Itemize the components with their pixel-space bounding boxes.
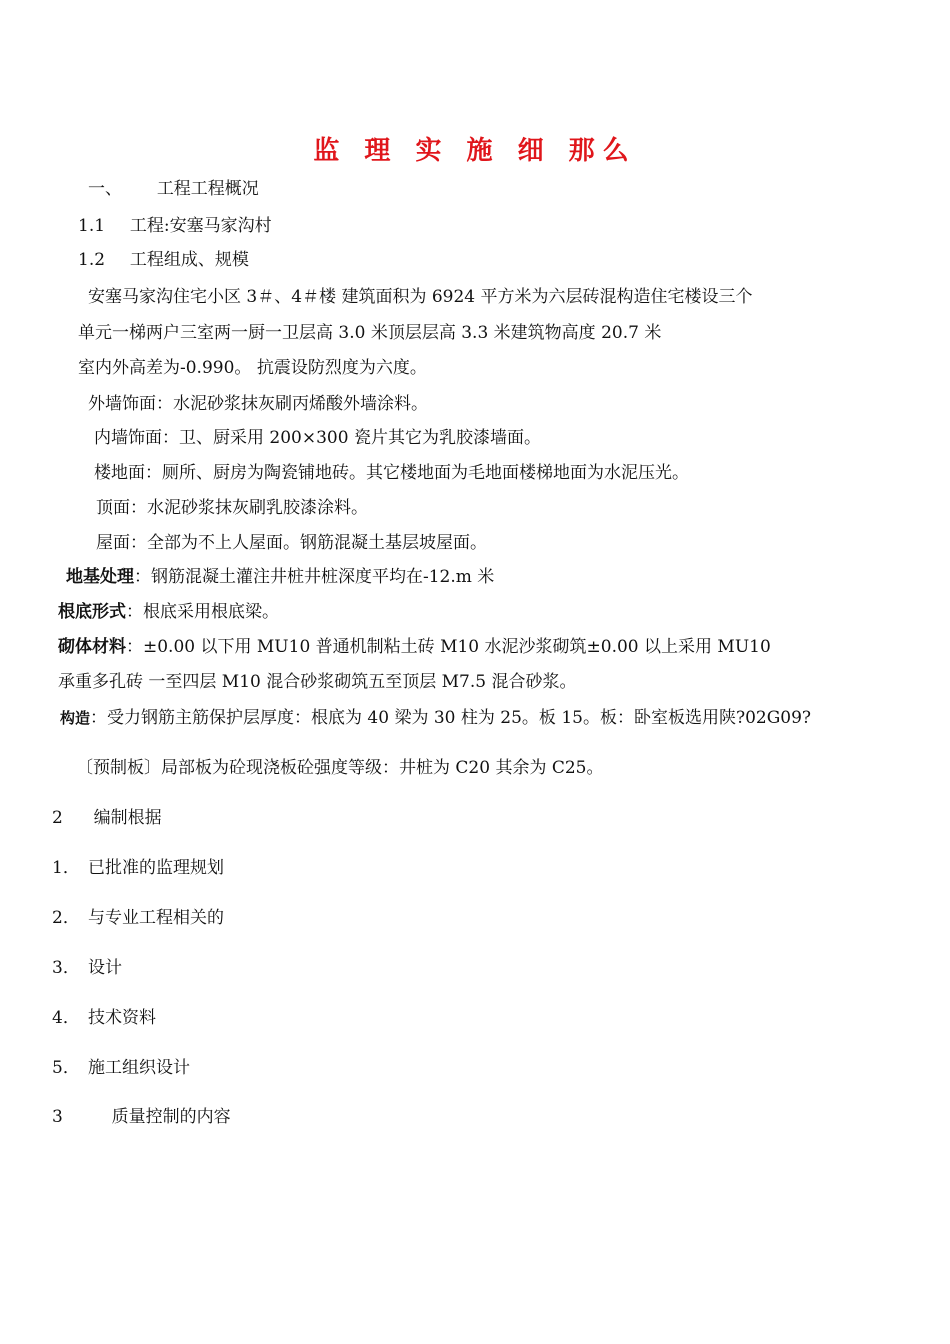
section-1-number: 一、 xyxy=(88,179,122,199)
paragraph-roof: 屋面：全部为不上人屋面。钢筋混凝土基层坡屋面。 xyxy=(96,533,487,553)
list-item xyxy=(52,1057,190,1079)
list-item-number: 4． xyxy=(52,1008,80,1028)
paragraph-foundation-treatment xyxy=(66,566,494,588)
list-item-text: 设计 xyxy=(88,958,122,978)
list-item-text: 已批准的监理规划 xyxy=(88,858,224,878)
subsection-1-2 xyxy=(78,249,249,271)
list-item-text: 与专业工程相关的 xyxy=(88,908,224,928)
section-1-label: 工程工程概况 xyxy=(156,179,259,199)
paragraph-floor: 楼地面：厕所、厨房为陶瓷铺地砖。其它楼地面为毛地面楼梯地面为水泥压光。 xyxy=(94,463,689,483)
paragraph-interior-wall: 内墙饰面：卫、厨采用 200×300 瓷片其它为乳胶漆墙面。 xyxy=(94,428,541,448)
foundation-treatment-label: 地基处理 xyxy=(66,567,134,587)
structure-text: ：受力钢筋主筋保护层厚度：根底为 40 梁为 30 柱为 25。板 15。板：卧室板选用陕?02G09? xyxy=(90,708,812,728)
list-item xyxy=(52,1007,156,1029)
paragraph-ceiling: 顶面：水泥砂浆抹灰刷乳胶漆涂料。 xyxy=(96,498,368,518)
foundation-form-label: 根底形式 xyxy=(58,602,126,622)
paragraph-scale-1: 安塞马家沟住宅小区 3＃、4＃楼 建筑面积为 6924 平方米为六层砖混构造住宅楼设三个 xyxy=(88,287,753,307)
paragraph-masonry xyxy=(58,636,771,658)
list-item-number: 1． xyxy=(52,858,80,878)
paragraph-precast: 〔预制板〕局部板为砼现浇板砼强度等级：井桩为 C20 其余为 C25。 xyxy=(76,758,604,778)
list-item-number: 5． xyxy=(52,1058,80,1078)
section-1-heading xyxy=(88,178,259,200)
section-3-number: 3 xyxy=(52,1107,63,1127)
list-item-text: 施工组织设计 xyxy=(88,1058,190,1078)
list-item xyxy=(52,907,224,929)
list-item-text: 技术资料 xyxy=(88,1008,156,1028)
masonry-label: 砌体材料 xyxy=(58,637,126,657)
section-2-number: 2 xyxy=(52,808,63,828)
section-2-heading xyxy=(52,807,162,829)
page-title: 监 理 实 施 细 那么 xyxy=(313,136,637,166)
masonry-text: ：±0.00 以下用 MU10 普通机制粘土砖 M10 水泥沙浆砌筑±0.00 以上采用 MU10 xyxy=(126,637,771,657)
subsection-1-1-text: 工程:安塞马家沟村 xyxy=(129,216,272,236)
paragraph-exterior-wall: 外墙饰面：水泥砂浆抹灰刷丙烯酸外墙涂料。 xyxy=(88,394,428,414)
foundation-form-text: ：根底采用根底梁。 xyxy=(126,602,279,622)
subsection-1-2-number: 1.2 xyxy=(78,250,106,270)
list-item-number: 2． xyxy=(52,908,80,928)
subsection-1-1 xyxy=(78,215,272,237)
section-2-label: 编制根据 xyxy=(93,808,162,828)
paragraph-structure xyxy=(60,707,811,729)
paragraph-foundation-form xyxy=(58,601,279,623)
section-3-heading xyxy=(52,1106,231,1128)
paragraph-scale-2: 单元一梯两户三室两一厨一卫层高 3.0 米顶层层高 3.3 米建筑物高度 20.7 米 xyxy=(78,323,662,343)
foundation-treatment-text: ：钢筋混凝土灌注井桩井桩深度平均在-12.m 米 xyxy=(134,567,495,587)
list-item xyxy=(52,957,122,979)
structure-label: 构造 xyxy=(60,709,91,727)
list-item xyxy=(52,857,224,879)
section-3-label: 质量控制的内容 xyxy=(111,1107,231,1127)
paragraph-masonry-2: 承重多孔砖 一至四层 M10 混合砂浆砌筑五至顶层 M7.5 混合砂浆。 xyxy=(58,672,577,692)
list-item-number: 3． xyxy=(52,958,80,978)
subsection-1-1-number: 1.1 xyxy=(78,216,106,236)
subsection-1-2-text: 工程组成、规模 xyxy=(129,250,249,270)
paragraph-scale-3: 室内外高差为-0.990。 抗震设防烈度为六度。 xyxy=(78,358,427,378)
